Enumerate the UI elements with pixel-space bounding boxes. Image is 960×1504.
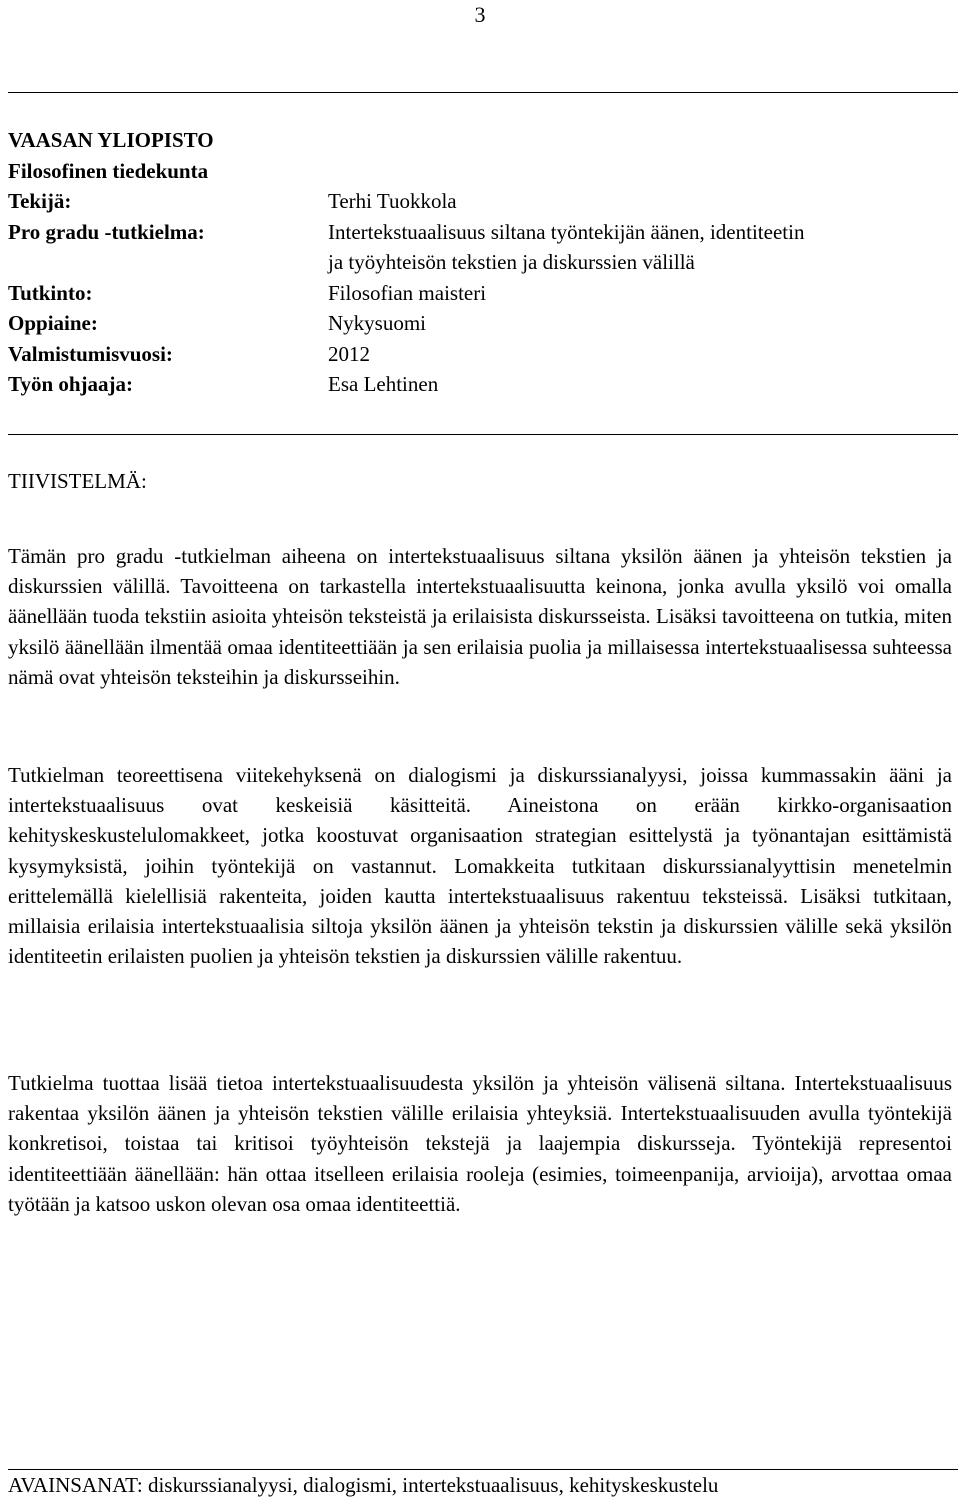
meta-label: Oppiaine: [8,311,98,335]
meta-label: Valmistumisvuosi: [8,341,173,366]
meta-value: 2012 [328,341,370,366]
paragraph-text: Tutkielma tuottaa lisää tietoa intertekstuaalisuudesta yksilön ja yhteisön välisenä siltana. Intertekstuaalisuus rakentaa yksilön äänen ja yhteisön tekstien välille erilaisia yhteyksiä. Intertekstuaalisuuden avulla työntekijä konkretisoi, toistaa tai kritisoi työyhteisön tekstejä ja laajempia diskursseja. Työntekijä representoi identiteettiään äänellään: hän ottaa itselleen erilaisia rooleja (esimies, toimeenpanija, arvioija), arvottaa omaa työtään ja katsoo uskon olevan osa omaa identiteettiä. [8,1071,952,1216]
meta-row-year [8,339,958,370]
meta-row-thesis-title [8,217,958,248]
meta-label: Tekijä: [8,189,72,213]
meta-value: Esa Lehtinen [328,372,439,396]
abstract-paragraph [8,1068,952,1219]
paragraph-text: Tämän pro gradu -tutkielman aiheena on intertekstuaalisuus siltana yksilön äänen ja yhteisön tekstien ja diskurssien välillä. Tavoitteena on tarkastella intertekstuaalisuutta keinona, jonka avulla yksilö voi omalla äänellään tuoda tekstiin asioita yhteisön teksteistä ja erilaisista diskursseista. Lisäksi tavoitteena on tutkia, miten yksilö äänellään ilmentää omaa identiteettiään ja sen erilaisia puolia ja millaisessa intertekstuaalisessa suhteessa nämä ovat yhteisön teksteihin ja diskursseihin. [8,544,952,689]
meta-value: Terhi Tuokkola [328,189,457,213]
abstract-paragraph [8,541,952,692]
meta-row-supervisor [8,369,958,400]
meta-value: Intertekstuaalisuus siltana työntekijän äänen, identiteetin [328,219,805,244]
meta-row-author [8,186,958,217]
faculty-name: Filosofinen tiedekunta [8,158,209,183]
abstract-paragraph [8,760,952,971]
top-divider [8,92,958,93]
university-name: VAASAN YLIOPISTO [8,128,214,152]
meta-value: Nykysuomi [328,311,427,335]
meta-row-subject [8,308,958,339]
meta-value-continuation: ja työyhteisön tekstien ja diskurssien välillä [328,250,695,274]
keywords-line [8,1470,958,1500]
meta-value: Filosofian maisteri [328,280,487,305]
meta-label: Tutkinto: [8,280,93,305]
header-divider [8,434,958,435]
meta-label: Työn ohjaaja: [8,372,134,396]
meta-row-degree [8,278,958,309]
thesis-header [8,125,958,400]
abstract-title: TIIVISTELMÄ: [8,469,147,493]
paragraph-text: Tutkielman teoreettisena viitekehyksenä on dialogismi ja diskurssianalyysi, joissa kummassakin ääni ja intertekstuaalisuus ovat keskeisiä käsitteitä. Aineistona on erään kirkko-organisaation kehityskeskustelulomakkeet, jotka koostuvat organisaation strategian esittelystä ja työnantajan esittämistä kysymyksistä, joihin työntekijä on vastannut. Lomakkeita tutkitaan diskurssianalyyttisin menetelmin erittelemällä kielellisiä rakenteita, joiden kautta intertekstuaalisuus rakentuu teksteissä. Lisäksi tutkitaan, millaisia erilaisia intertekstuaalisia siltoja yksilön äänen ja yhteisön tekstin ja diskurssien välille sekä yksilön identiteetin erilaisten puolien ja yhteisön tekstien ja diskurssien välille rakentuu. [8,763,952,969]
page-number: 3 [474,2,486,27]
keywords-label: AVAINSANAT: [8,1473,143,1497]
keywords-value: diskurssianalyysi, dialogismi, intertekstuaalisuus, kehityskeskustelu [147,1473,719,1497]
meta-label: Pro gradu -tutkielma: [8,219,205,244]
